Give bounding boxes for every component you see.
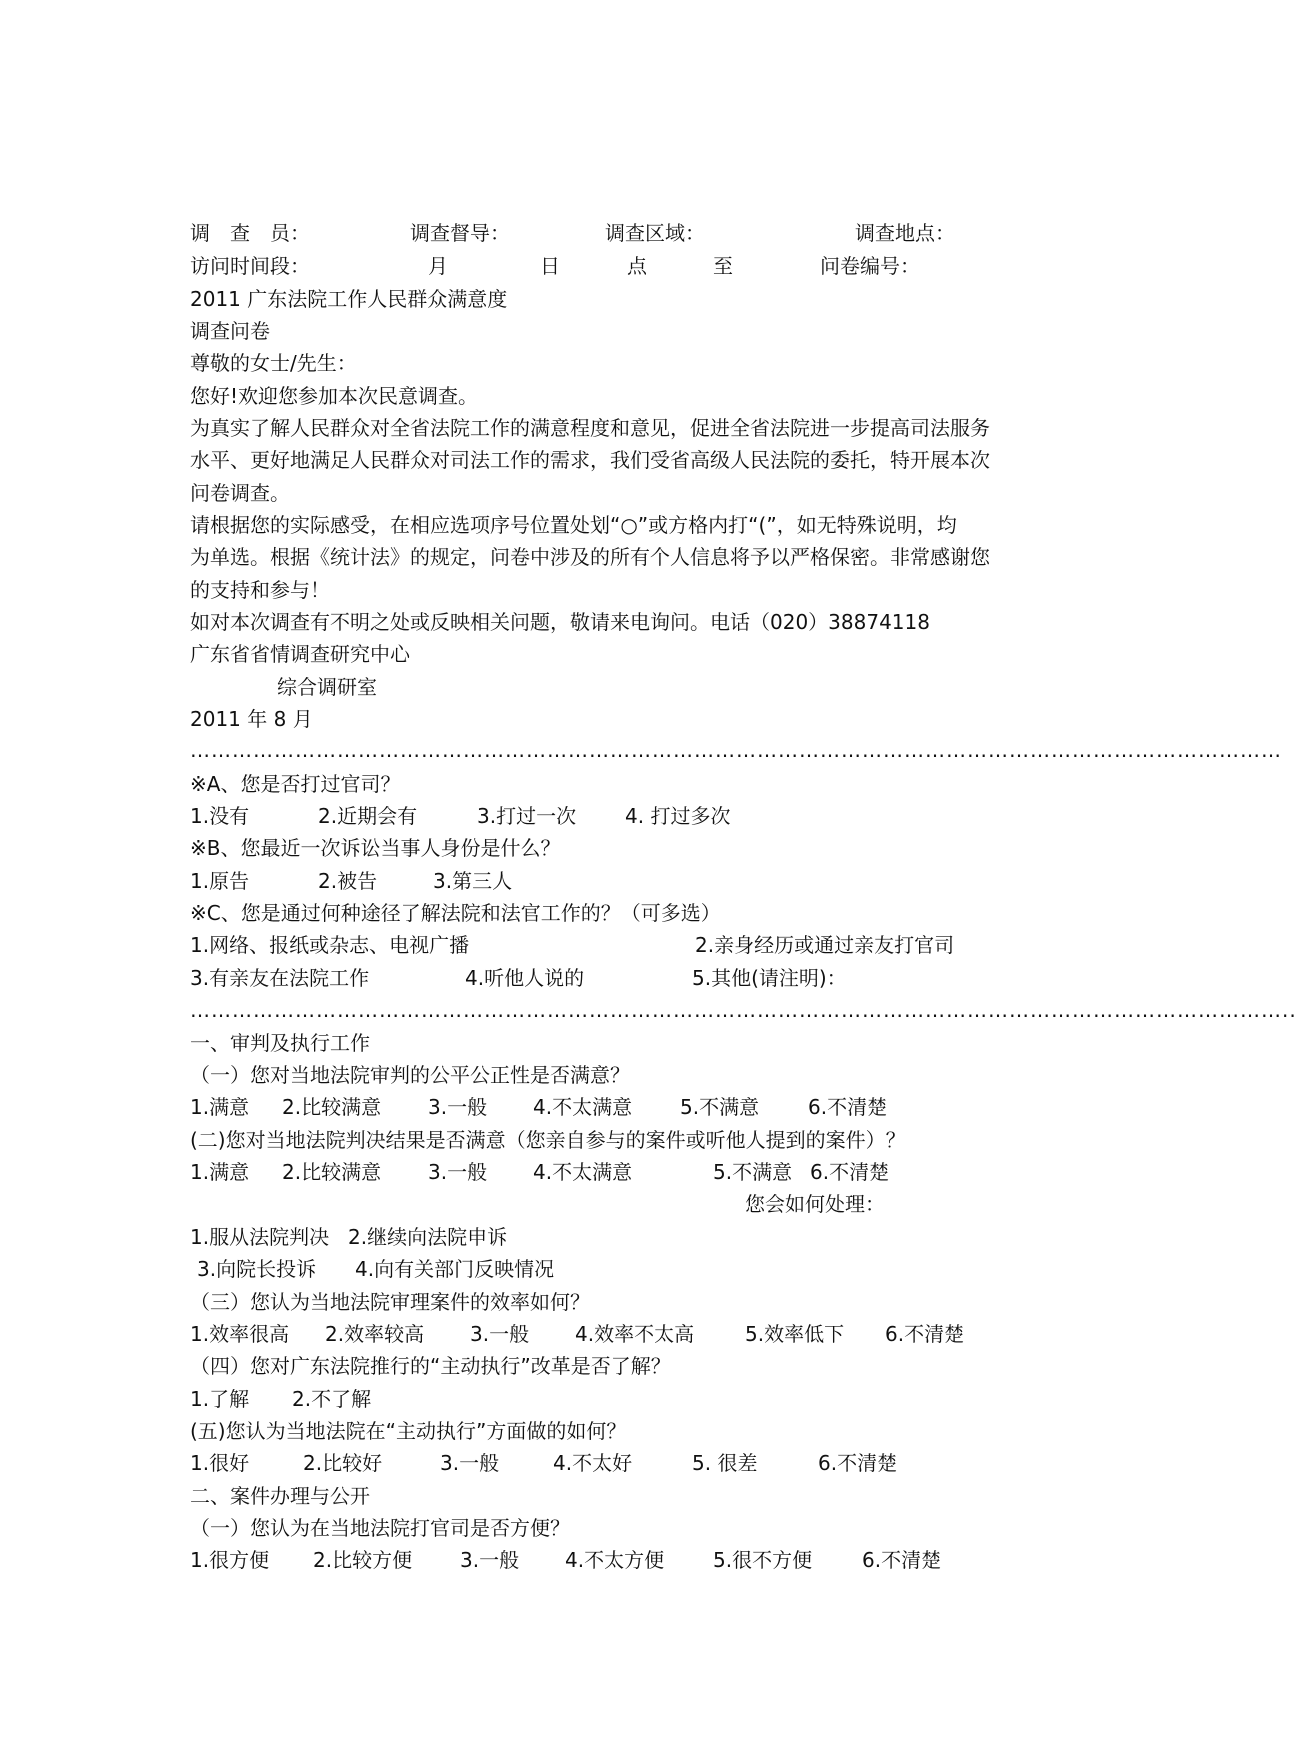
option[interactable]: 2.近期会有 [318, 804, 418, 828]
question-a: ※A、您是否打过官司？ [190, 772, 401, 796]
option[interactable]: 5.其他(请注明)： [692, 966, 847, 990]
option[interactable]: 6.不清楚 [818, 1451, 898, 1475]
dotted-divider: ………………………………………………………………………………………………………………………………………… [190, 738, 1282, 762]
option[interactable]: 5.不满意 [680, 1095, 760, 1119]
page-title: 2011 广东法院工作人民群众满意度 [190, 287, 508, 311]
option[interactable]: 4.不太好 [553, 1451, 633, 1475]
contact-line: 如对本次调查有不明之处或反映相关问题，敬请来电询问。电话（020）38874118 [190, 610, 930, 634]
option[interactable]: 4.向有关部门反映情况 [355, 1257, 555, 1281]
option[interactable]: 2.比较好 [303, 1451, 383, 1475]
question-b: ※B、您最近一次诉讼当事人身份是什么？ [190, 836, 561, 860]
dotted-divider: ………………………………………………………………………………………………………………………………………….. [190, 998, 1297, 1022]
option[interactable]: 1.满意 [190, 1160, 250, 1184]
option[interactable]: 3.打过一次 [477, 804, 577, 828]
option[interactable]: 2.比较方便 [313, 1548, 413, 1572]
option[interactable]: 2.效率较高 [325, 1322, 425, 1346]
dept-name: 综合调研室 [277, 675, 377, 699]
option[interactable]: 3.一般 [440, 1451, 500, 1475]
option[interactable]: 1.原告 [190, 869, 250, 893]
option[interactable]: 3.一般 [460, 1548, 520, 1572]
greeting: 尊敬的女士/先生： [190, 351, 357, 375]
option[interactable]: 6.不清楚 [885, 1322, 965, 1346]
option[interactable]: 3.一般 [470, 1322, 530, 1346]
option[interactable]: 4.不太满意 [533, 1160, 633, 1184]
option[interactable]: 4. 打过多次 [625, 804, 731, 828]
option[interactable]: 4.不太满意 [533, 1095, 633, 1119]
field-region-label: 调查区域： [605, 221, 705, 245]
option[interactable]: 6.不清楚 [862, 1548, 942, 1572]
option[interactable]: 3.第三人 [433, 869, 513, 893]
instruction-line: 为单选。根据《统计法》的规定，问卷中涉及的所有个人信息将予以严格保密。非常感谢您 [190, 545, 990, 569]
option[interactable]: 1.很好 [190, 1451, 250, 1475]
option[interactable]: 5.不满意 [713, 1160, 793, 1184]
option[interactable]: 2.被告 [318, 869, 378, 893]
question-6: （一）您认为在当地法院打官司是否方便？ [190, 1516, 570, 1540]
option[interactable]: 5. 很差 [692, 1451, 758, 1475]
question-3: （三）您认为当地法院审理案件的效率如何？ [190, 1290, 590, 1314]
intro-line: 为真实了解人民群众对全省法院工作的满意程度和意见，促进全省法院进一步提高司法服务 [190, 416, 990, 440]
question-1: （一）您对当地法院审判的公平公正性是否满意？ [190, 1063, 630, 1087]
field-location-label: 调查地点： [855, 221, 955, 245]
option[interactable]: 1.网络、报纸或杂志、电视广播 [190, 933, 470, 957]
question-5: (五)您认为当地法院在“主动执行”方面做的如何？ [190, 1419, 627, 1443]
option[interactable]: 1.没有 [190, 804, 250, 828]
option[interactable]: 1.了解 [190, 1387, 250, 1411]
field-supervisor-label: 调查督导： [410, 221, 510, 245]
option[interactable]: 5.很不方便 [713, 1548, 813, 1572]
field-surveyor-label: 调 查 员： [190, 221, 310, 245]
intro-line: 水平、更好地满足人民群众对司法工作的需求，我们受省高级人民法院的委托，特开展本次 [190, 448, 990, 472]
field-month-label: 月 [428, 254, 448, 278]
option[interactable]: 3.一般 [428, 1160, 488, 1184]
instruction-line: 的支持和参与！ [190, 578, 330, 602]
question-4: （四）您对广东法院推行的“主动执行”改革是否了解？ [190, 1354, 671, 1378]
issue-date: 2011 年 8 月 [190, 707, 313, 731]
option[interactable]: 4.听他人说的 [465, 966, 585, 990]
org-name: 广东省省情调查研究中心 [190, 642, 410, 666]
option[interactable]: 4.效率不太高 [575, 1322, 695, 1346]
option[interactable]: 2.不了解 [292, 1387, 372, 1411]
option[interactable]: 2.继续向法院申诉 [348, 1225, 508, 1249]
field-hour-label: 点 [627, 254, 647, 278]
question-2: (二)您对当地法院判决结果是否满意（您亲自参与的案件或听他人提到的案件）？ [190, 1128, 906, 1152]
option[interactable]: 2.比较满意 [282, 1095, 382, 1119]
option[interactable]: 1.效率很高 [190, 1322, 290, 1346]
option[interactable]: 1.满意 [190, 1095, 250, 1119]
followup-prompt: 您会如何处理： [745, 1192, 885, 1216]
option[interactable]: 3.向院长投诉 [197, 1257, 317, 1281]
option[interactable]: 6.不清楚 [808, 1095, 888, 1119]
section-heading: 一、审判及执行工作 [190, 1031, 370, 1055]
option[interactable]: 5.效率低下 [745, 1322, 845, 1346]
option[interactable]: 2.亲身经历或通过亲友打官司 [695, 933, 955, 957]
option[interactable]: 1.很方便 [190, 1548, 270, 1572]
field-qno-label: 问卷编号： [820, 254, 920, 278]
option[interactable]: 6.不清楚 [810, 1160, 890, 1184]
field-time-label: 访问时间段： [190, 254, 310, 278]
option[interactable]: 2.比较满意 [282, 1160, 382, 1184]
intro-line: 问卷调查。 [190, 481, 290, 505]
page-subtitle: 调查问卷 [190, 319, 270, 343]
option[interactable]: 3.一般 [428, 1095, 488, 1119]
welcome-text: 您好!欢迎您参加本次民意调查。 [190, 384, 479, 408]
option[interactable]: 3.有亲友在法院工作 [190, 966, 370, 990]
instruction-line: 请根据您的实际感受，在相应选项序号位置处划“○”或方格内打“(”，如无特殊说明，均 [190, 513, 957, 537]
option[interactable]: 1.服从法院判决 [190, 1225, 330, 1249]
field-to-label: 至 [713, 254, 733, 278]
question-c: ※C、您是通过何种途径了解法院和法官工作的？（可多选） [190, 901, 721, 925]
option[interactable]: 4.不太方便 [565, 1548, 665, 1572]
field-day-label: 日 [540, 254, 560, 278]
section-heading: 二、案件办理与公开 [190, 1484, 370, 1508]
